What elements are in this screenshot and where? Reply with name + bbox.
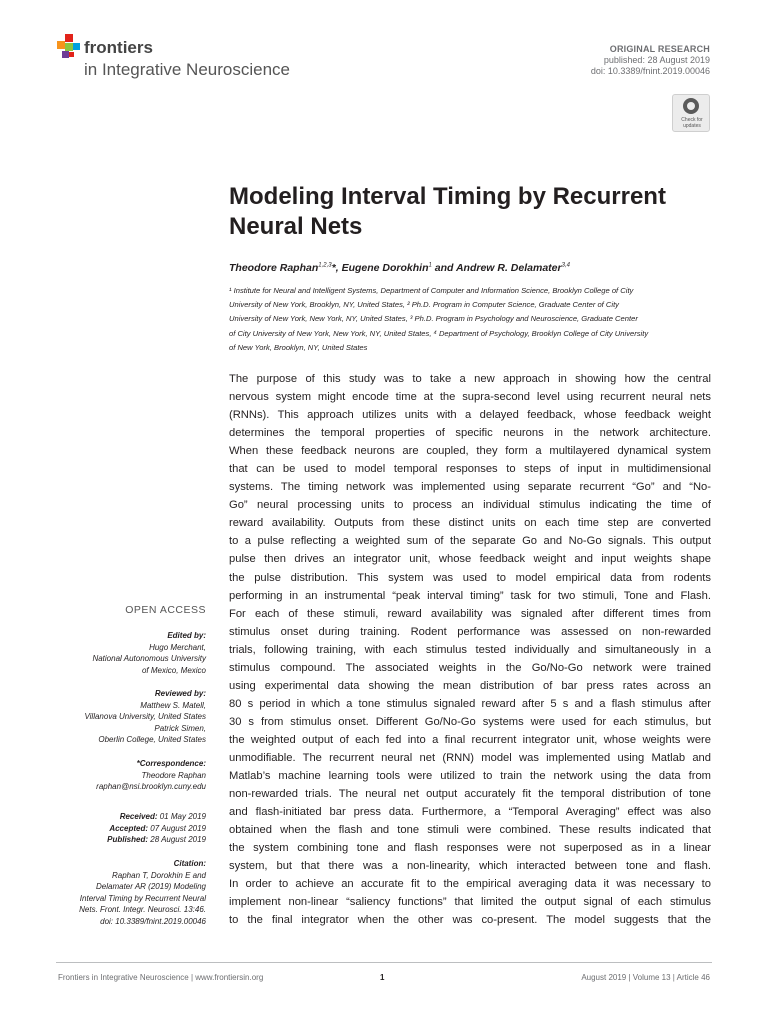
article-type: ORIGINAL RESEARCH [609,44,710,54]
abstract-line: determines the temporal properties of specific neurons in the network architecture. [229,427,711,440]
correspondence-name: Theodore Raphan [141,770,206,780]
reviewed-by-label: Reviewed by: [154,689,206,698]
author-list: Theodore Raphan$^{1,2,3}$*, Eugene Dorokhin$^1$ and Andrew R. Delamater$^{3,4}$ [229,262,570,274]
accepted-date [60,823,206,835]
abstract-line: nervous system might encode time at the supra-second level using recurrent neural nets [229,391,711,404]
abstract-line: For each of these stimuli, reward availability was signaled after different times from [229,607,711,620]
abstract-line: performing in an instrumental “peak interval timing” task for two stimuli, Tone and Flash. [229,589,711,602]
sidebar-edited-by [60,630,206,676]
author-name[interactable]: Theodore Raphan [229,262,319,274]
abstract-line: obtained when the flash and tone stimuli were combined. These results indicated that [229,824,711,837]
author-name[interactable]: Eugene Dorokhin [341,262,429,274]
abstract-line: pulse then drives an integrator unit, whose feedback weight and input weights shape [229,553,711,566]
abstract-line: 80 s period in which a tone stimulus signaled reward after 5 s and a flash stimulus after [229,697,711,710]
reviewer-line[interactable]: Matthew S. Matell, [140,700,206,710]
correspondence-label: *Correspondence: [136,759,206,768]
received-date [60,811,206,823]
abstract-line: using experimental data showing the mean distribution of bar press rates across an [229,679,711,692]
crossmark-icon [683,98,699,114]
abstract-line: non-rewarded trials. The neural net output accurately fit the temporal distribution of tone [229,788,711,801]
abstract-line: (RNNs). This approach utilizes units with a delayed feedback, whose feedback weight [229,409,711,422]
affiliation-line: ¹ Institute for Neural and Intelligent Systems, Department of Computer and Information Science, Brooklyn College of City [229,286,634,295]
citation-line: Delamater AR (2019) Modeling [96,882,206,892]
abstract-line: system, but that there was a non-linearity, which interacted between tone and flash. [229,860,711,873]
journal-name: in Integrative Neuroscience [84,60,291,79]
abstract-line: 30 s from stimulus onset. Different Go/No-Go systems were used for each stimulus, but [229,715,711,728]
sidebar-correspondence [60,758,206,793]
abstract [229,370,711,929]
author-affiliation-ref: 1,2,3 [318,262,332,269]
affiliation-line: of City University of New York, New York, NY, United States, ⁴ Department of Psychology, Brooklyn College of City University [229,328,649,338]
abstract-line: stimulus compound. The associated weights in the Go/No-Go network were trained [229,661,711,674]
published-label: Published: [107,835,149,845]
footer-issue-info: August 2019 | Volume 13 | Article 46 [581,973,710,982]
author-affiliation-ref: 1 [428,262,432,269]
edited-by-label: Edited by: [167,631,206,640]
reviewer-line: Villanova University, United States [84,712,206,722]
citation-line: Nets. Front. Integr. Neurosci. 13:46. [79,905,206,915]
affiliations [229,284,711,355]
received-value: 01 May 2019 [159,812,206,821]
abstract-line: trials, following training, with each stimulus tested individually and simultaneously in a [229,643,711,656]
abstract-line: the system combining tone and flash responses were not superposed as in a linear [229,842,711,855]
check-for-updates-label: Check for updates [681,117,703,129]
footer-divider [56,962,712,963]
published-date-side [60,834,206,846]
abstract-line: Go” neural processing units to process an individual stimulus indicating the time of [229,499,711,512]
abstract-line: the pulse distribution. This system was used to model empirical data from rodents [229,571,711,584]
affiliation-line: University of New York, Brooklyn, NY, United States, ² Ph.D. Program in Computer Science, Graduate Center of City [229,300,619,310]
abstract-line: Matlab’s machine learning tools were utilized to train the network using the data from [229,770,711,783]
citation-doi[interactable]: doi: 10.3389/fnint.2019.00046 [100,916,206,926]
footer-journal-link[interactable]: Frontiers in Integrative Neuroscience | www.frontiersin.org [58,973,264,982]
received-label: Received: [119,812,158,821]
published-value: 28 August 2019 [150,835,206,845]
abstract-line: In order to achieve an accurate fit to the empirical averaging data it was necessary to [229,878,711,891]
author-name[interactable]: Andrew R. Delamater [455,262,562,274]
journal-logo[interactable] [56,30,316,82]
abstract-line: implement non-linear “saliency functions” that limited the output signal of each stimulus [229,896,711,909]
sidebar-dates [60,811,206,846]
editor-line: National Autonomous University [92,654,206,664]
citation-label: Citation: [173,859,206,868]
published-date: published: 28 August 2019 [603,55,710,65]
affiliation-line: of New York, Brooklyn, NY, United States [229,342,368,352]
citation-line: Raphan T, Dorokhin E and [112,870,206,880]
abstract-line: stimulus onset during training. Rodent performance was assessed on non-rewarded [229,625,711,638]
article-title: Modeling Interval Timing by Recurrent Neural Nets [229,183,666,240]
abstract-line: to a pulse reflecting a weighted sum of the separate Go and No-Go signals. This output [229,535,711,548]
reviewer-line: Oberlin College, United States [98,735,206,745]
brand-name: frontiers [84,38,153,57]
page-number: 1 [380,973,385,982]
abstract-line: that can be used to model temporal responses to steps of input in multidimensional [229,463,711,476]
abstract-line: the weighted output of each fed into a final recurrent integrator unit, whose weights were [229,733,711,746]
sidebar-citation [60,858,206,928]
check-for-updates-button[interactable] [672,94,710,132]
article-meta [591,44,710,77]
editor-line: of Mexico, Mexico [141,665,206,675]
abstract-line: The purpose of this study was to take a new approach in showing how the central [229,373,711,385]
doi-link[interactable]: doi: 10.3389/fnint.2019.00046 [590,66,710,76]
editor-line[interactable]: Hugo Merchant, [149,642,206,652]
abstract-line: unmodifiable. The recurrent neural net (RNN) model was implemented using Matlab and [229,751,711,764]
reviewer-line[interactable]: Patrick Simen, [154,723,206,733]
open-access-label: OPEN ACCESS [125,604,206,616]
abstract-line: and flash-initiated bar press data. Furthermore, a “Temporal Averaging” effect was also [229,806,711,819]
frontiers-logo-icon [56,34,82,64]
accepted-value: 07 August 2019 [150,823,206,833]
sidebar-reviewed-by [60,688,206,746]
abstract-line: reward availability. Outputs from these distinct units on each time step are converted [229,517,711,530]
accepted-label: Accepted: [109,823,149,833]
correspondence-email[interactable]: raphan@nsi.brooklyn.cuny.edu [96,782,206,792]
author-affiliation-ref: 3,4 [561,262,570,269]
abstract-line: When these feedback neurons are coupled, they form a multilayered dynamical system [229,445,711,458]
affiliation-line: University of New York, New York, NY, United States, ³ Ph.D. Program in Psychology and Neuroscience, Graduate Center [229,314,638,324]
citation-line: Interval Timing by Recurrent Neural [79,893,206,903]
abstract-line: to the final integrator when the other was co-present. The model suggests that the [229,914,711,927]
abstract-line: systems. The timing network was implemented using separate recurrent “Go” and “No- [229,481,711,494]
corresponding-mark: * [331,262,336,274]
